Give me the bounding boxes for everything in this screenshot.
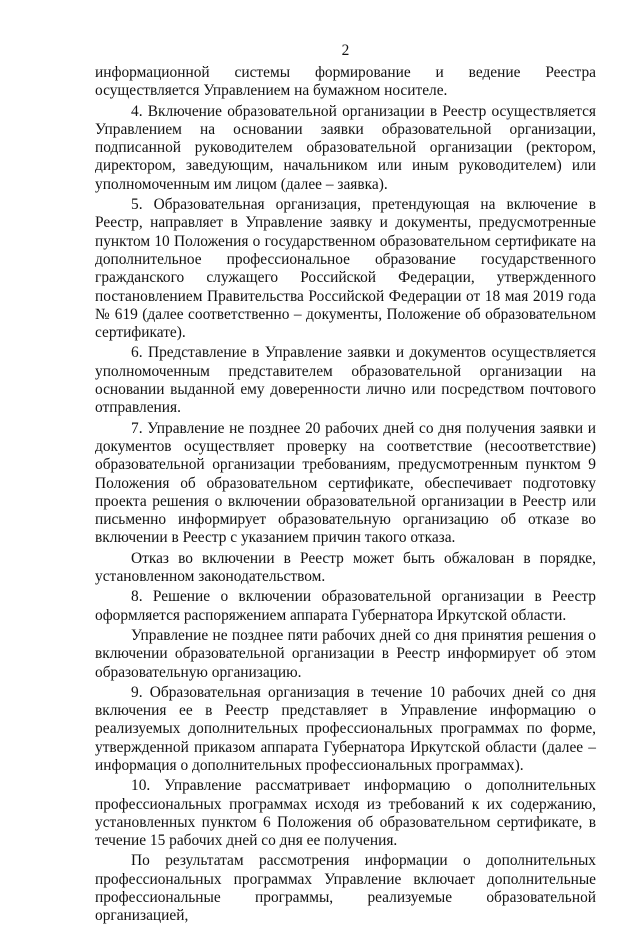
paragraph: 10. Управление рассматривает информацию о дополнительных профессиональных программах исходя из требований к их содержанию, установленных пунктом 6 Положения об образовательном сертификате, в течение 15 рабочих дней со дня ее получения. bbox=[95, 777, 596, 850]
document-body bbox=[95, 64, 596, 926]
paragraph: 6. Представление в Управление заявки и документов осуществляется уполномоченным представителем образовательной организации на основании выданной ему доверенности лично или посредством почтового отправления. bbox=[95, 344, 596, 417]
paragraph: информационной системы формирование и ведение Реестра осуществляется Управлением на бумажном носителе. bbox=[95, 64, 596, 100]
paragraph: По результатам рассмотрения информации о дополнительных профессиональных программах Управление включает дополнительные профессиональные программы, реализуемые образовательной организацией, bbox=[95, 852, 596, 925]
paragraph: Отказ во включении в Реестр может быть обжалован в порядке, установленном законодательством. bbox=[95, 549, 596, 586]
paragraph: Управление не позднее пяти рабочих дней со дня принятия решения о включении образовательной организации в Реестр информирует об этом образовательную организацию. bbox=[95, 626, 596, 681]
paragraph: 7. Управление не позднее 20 рабочих дней со дня получения заявки и документов осуществляет проверку на соответствие (несоответствие) образовательной организации требованиям, предусмотренным пунктом 9 Положения об образовательном сертификате, обеспечивает подготовку проекта решения о включении образовательной организации в Реестр или письменно информирует образовательную организацию об отказе во включении в Реестр с указанием причин такого отказа. bbox=[95, 419, 596, 547]
paragraph: 5. Образовательная организация, претендующая на включение в Реестр, направляет в Управление заявку и документы, предусмотренные пунктом 10 Положения о государственном образовательном сертификате на дополнительное профессиональное образование государственного гражданского служащего Российской Федерации, утвержденного постановлением Правительства Российской Федерации от 18 мая 2019 года № 619 (далее соответственно – документы, Положение об образовательном сертификате). bbox=[95, 196, 596, 342]
paragraph: 8. Решение о включении образовательной организации в Реестр оформляется распоряжением аппарата Губернатора Иркутской области. bbox=[95, 588, 596, 624]
paragraph: 4. Включение образовательной организации в Реестр осуществляется Управлением на основании заявки образовательной организации, подписанной руководителем образовательной организации (ректором, директором, заведующим, начальником или иным руководителем) или уполномоченным им лицом (далее – заявка). bbox=[95, 102, 596, 193]
page-number: 2 bbox=[341, 42, 350, 59]
paragraph: 9. Образовательная организация в течение 10 рабочих дней со дня включения ее в Реестр представляет в Управление информацию о реализуемых дополнительных профессиональных программах по форме, утвержденной приказом аппарата Губернатора Иркутской области (далее – информация о дополнительных профессиональных программах). bbox=[95, 683, 596, 774]
